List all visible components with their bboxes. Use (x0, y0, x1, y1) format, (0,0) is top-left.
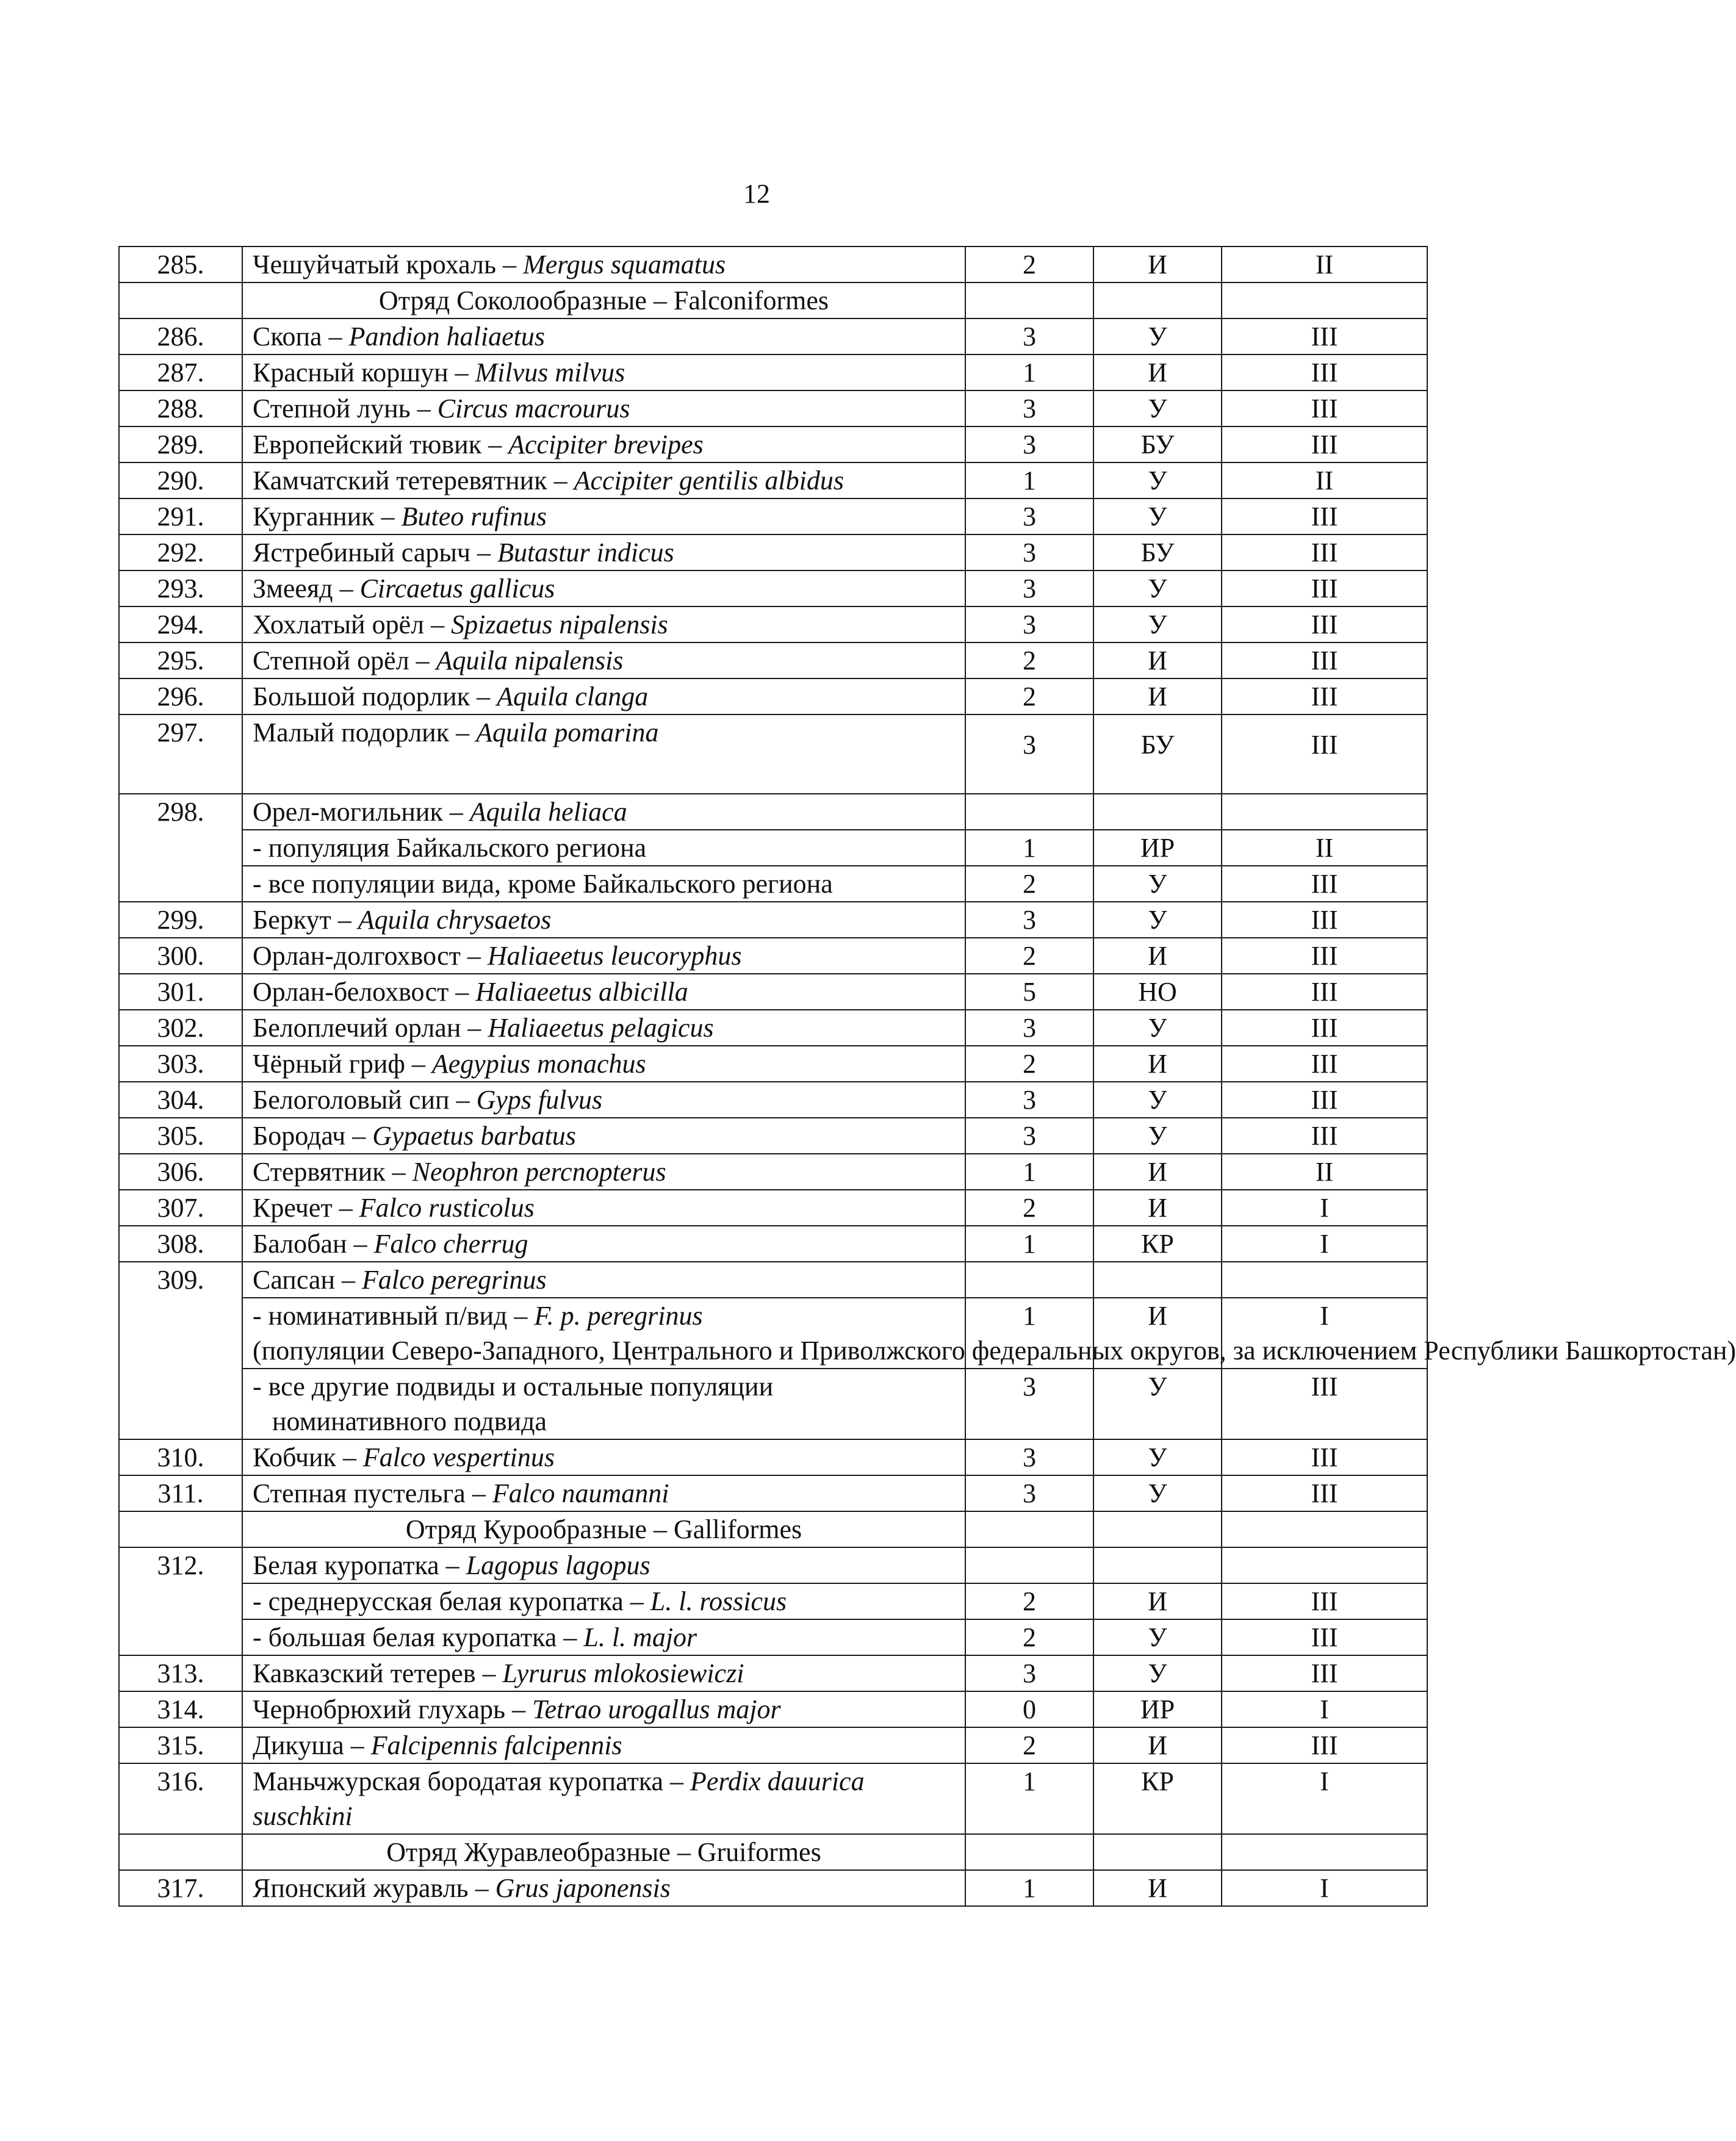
scientific-name: Falco cherrug (373, 1229, 528, 1259)
row-number: 298. (119, 794, 242, 902)
species-name: Чешуйчатый крохаль – Mergus squamatus (242, 246, 965, 282)
table-row (119, 1010, 1427, 1046)
row-number: 309. (119, 1262, 242, 1439)
category-cell: 3 (965, 714, 1093, 794)
row-number: 317. (119, 1870, 242, 1906)
priority-cell: III (1222, 1475, 1427, 1511)
priority-cell: I (1222, 1298, 1427, 1369)
scientific-name: Neophron percnopterus (412, 1157, 666, 1187)
status-cell: У (1093, 1439, 1222, 1475)
scientific-name: L. l. major (583, 1622, 697, 1652)
scientific-name: Tetrao urogallus major (532, 1694, 781, 1724)
category-cell: 2 (965, 1190, 1093, 1226)
status-cell: И (1093, 246, 1222, 282)
species-name: Дикуша – Falcipennis falcipennis (242, 1727, 965, 1763)
subpopulation-name: - все другие подвиды и остальные популяции номинативного подвида (242, 1369, 965, 1439)
species-name: Бородач – Gypaetus barbatus (242, 1118, 965, 1154)
status-cell: БУ (1093, 426, 1222, 462)
status-cell: У (1093, 1082, 1222, 1118)
category-cell: 3 (965, 606, 1093, 642)
species-name: Маньчжурская бородатая куропатка – Perdix dauurica suschkini (242, 1763, 965, 1834)
species-name: Змееяд – Circaetus gallicus (242, 570, 965, 606)
category-cell: 3 (965, 498, 1093, 534)
species-name: Ястребиный сарыч – Butastur indicus (242, 534, 965, 570)
species-name: Белоплечий орлан – Haliaeetus pelagicus (242, 1010, 965, 1046)
category-cell: 3 (965, 426, 1093, 462)
scientific-name: Aquila clanga (497, 682, 649, 711)
priority-cell: III (1222, 318, 1427, 354)
priority-cell: III (1222, 390, 1427, 426)
row-number: 315. (119, 1727, 242, 1763)
scientific-name: Gypaetus barbatus (372, 1121, 576, 1151)
row-number: 316. (119, 1763, 242, 1834)
status-cell: У (1093, 1655, 1222, 1691)
table-row (119, 1727, 1427, 1763)
scientific-name: Aquila nipalensis (436, 646, 624, 675)
priority-cell: III (1222, 938, 1427, 974)
priority-cell: I (1222, 1763, 1427, 1834)
scientific-name: Falco peregrinus (362, 1265, 547, 1295)
category-cell: 3 (965, 1369, 1093, 1439)
status-cell: И (1093, 1727, 1222, 1763)
status-cell: У (1093, 318, 1222, 354)
priority-cell: III (1222, 1727, 1427, 1763)
subpopulation-name: - все популяции вида, кроме Байкальского региона (242, 866, 965, 902)
scientific-name: Butastur indicus (497, 538, 674, 567)
category-cell: 3 (965, 902, 1093, 938)
order-row (119, 1834, 1427, 1870)
row-number: 297. (119, 714, 242, 794)
species-name: Европейский тювик – Accipiter brevipes (242, 426, 965, 462)
category-cell: 3 (965, 1439, 1093, 1475)
status-cell: КР (1093, 1226, 1222, 1262)
status-cell: У (1093, 866, 1222, 902)
row-number: 307. (119, 1190, 242, 1226)
status-cell: У (1093, 1475, 1222, 1511)
table-row (119, 1547, 1427, 1583)
table-row (119, 1082, 1427, 1118)
table-row (119, 1870, 1427, 1906)
scientific-name: Haliaeetus pelagicus (488, 1013, 714, 1043)
status-cell: У (1093, 390, 1222, 426)
scientific-name: Circus macrourus (437, 394, 630, 423)
scientific-name: Perdix dauurica (690, 1766, 865, 1796)
scientific-name: Haliaeetus leucoryphus (487, 941, 742, 971)
status-cell: И (1093, 1046, 1222, 1082)
category-cell: 3 (965, 1475, 1093, 1511)
table-row (119, 534, 1427, 570)
priority-cell: II (1222, 1154, 1427, 1190)
status-cell: И (1093, 1870, 1222, 1906)
species-name: Камчатский тетеревятник – Accipiter gentilis albidus (242, 462, 965, 498)
scientific-name: F. p. peregrinus (534, 1301, 703, 1331)
status-cell: У (1093, 1619, 1222, 1655)
table-row (119, 426, 1427, 462)
category-cell: 3 (965, 1082, 1093, 1118)
scientific-name: Spizaetus nipalensis (451, 610, 668, 639)
priority-cell: III (1222, 974, 1427, 1010)
category-cell: 1 (965, 1226, 1093, 1262)
table-row (119, 938, 1427, 974)
row-number: 285. (119, 246, 242, 282)
species-name: Белая куропатка – Lagopus lagopus (242, 1547, 965, 1583)
table-row (119, 318, 1427, 354)
species-name: Беркут – Aquila chrysaetos (242, 902, 965, 938)
scientific-name: Falcipennis falcipennis (370, 1730, 622, 1760)
row-number: 289. (119, 426, 242, 462)
species-name: Хохлатый орёл – Spizaetus nipalensis (242, 606, 965, 642)
priority-cell: III (1222, 1583, 1427, 1619)
subpopulation-note: (популяции Северо-Западного, Центрального и Приволжского федеральных округов, за исключением Республики Башкортостан) (253, 1336, 1736, 1366)
category-cell: 3 (965, 390, 1093, 426)
status-cell: И (1093, 938, 1222, 974)
status-cell: ИР (1093, 1691, 1222, 1727)
status-cell: И (1093, 1298, 1222, 1369)
category-cell: 1 (965, 1870, 1093, 1906)
table-row (119, 498, 1427, 534)
species-name: Орлан-белохвост – Haliaeetus albicilla (242, 974, 965, 1010)
species-name: Степной орёл – Aquila nipalensis (242, 642, 965, 678)
table-row (119, 794, 1427, 830)
category-cell: 1 (965, 354, 1093, 390)
subpopulation-note: номинативного подвида (272, 1406, 547, 1436)
category-cell: 2 (965, 678, 1093, 714)
order-row (119, 282, 1427, 318)
scientific-name: Lyrurus mlokosiewiczi (502, 1658, 744, 1688)
status-cell: У (1093, 570, 1222, 606)
row-number: 305. (119, 1118, 242, 1154)
status-cell: И (1093, 1583, 1222, 1619)
row-number: 295. (119, 642, 242, 678)
row-number: 306. (119, 1154, 242, 1190)
row-number: 287. (119, 354, 242, 390)
category-cell: 1 (965, 1763, 1093, 1834)
subpopulation-name: - большая белая куропатка – L. l. major (242, 1619, 965, 1655)
category-cell: 1 (965, 830, 1093, 866)
subpopulation-name: - среднерусская белая куропатка – L. l. rossicus (242, 1583, 965, 1619)
row-number: 312. (119, 1547, 242, 1655)
category-cell: 3 (965, 1118, 1093, 1154)
priority-cell: III (1222, 866, 1427, 902)
priority-cell: III (1222, 570, 1427, 606)
table-row (119, 974, 1427, 1010)
table-row (119, 390, 1427, 426)
priority-cell: I (1222, 1190, 1427, 1226)
subpopulation-name: - популяция Байкальского региона (242, 830, 965, 866)
priority-cell: III (1222, 1082, 1427, 1118)
status-cell: И (1093, 642, 1222, 678)
table-row (119, 1369, 1427, 1439)
category-cell: 2 (965, 642, 1093, 678)
table-row (119, 570, 1427, 606)
status-cell: БУ (1093, 534, 1222, 570)
priority-cell: III (1222, 354, 1427, 390)
priority-cell: II (1222, 830, 1427, 866)
priority-cell: III (1222, 426, 1427, 462)
scientific-name: Accipiter gentilis albidus (574, 466, 844, 495)
table-row (119, 606, 1427, 642)
species-name: Кавказский тетерев – Lyrurus mlokosiewiczi (242, 1655, 965, 1691)
table-row (119, 462, 1427, 498)
species-name: Скопа – Pandion haliaetus (242, 318, 965, 354)
row-number: 303. (119, 1046, 242, 1082)
scientific-name: Aquila pomarina (476, 718, 659, 747)
table-row (119, 1190, 1427, 1226)
table-row (119, 1262, 1427, 1298)
table-row (119, 1583, 1427, 1619)
scientific-name: Milvus milvus (475, 358, 625, 387)
priority-cell: III (1222, 1619, 1427, 1655)
row-number: 308. (119, 1226, 242, 1262)
page-number: 12 (743, 179, 770, 209)
subpopulation-name: - номинативный п/вид – F. p. peregrinus (популяции Северо-Западного, Центрального и Приволжского федеральных округов, за исключением Республики Башкортостан) (242, 1298, 965, 1369)
status-cell: И (1093, 1154, 1222, 1190)
row-number: 294. (119, 606, 242, 642)
row-number: 292. (119, 534, 242, 570)
species-name: Кречет – Falco rusticolus (242, 1190, 965, 1226)
category-cell: 2 (965, 1619, 1093, 1655)
row-number: 290. (119, 462, 242, 498)
order-row (119, 1511, 1427, 1547)
status-cell: У (1093, 1369, 1222, 1439)
category-cell: 1 (965, 1154, 1093, 1190)
table-row (119, 866, 1427, 902)
status-cell: И (1093, 678, 1222, 714)
scientific-name: Gyps fulvus (476, 1085, 603, 1115)
priority-cell: III (1222, 902, 1427, 938)
species-name: Орел-могильник – Aquila heliaca (242, 794, 965, 830)
scientific-name: Aegypius monachus (431, 1049, 646, 1079)
table-row (119, 1046, 1427, 1082)
row-number: 301. (119, 974, 242, 1010)
status-cell: И (1093, 354, 1222, 390)
status-cell: ИР (1093, 830, 1222, 866)
species-name: Чёрный гриф – Aegypius monachus (242, 1046, 965, 1082)
table-row (119, 1691, 1427, 1727)
status-cell: У (1093, 462, 1222, 498)
table-row (119, 354, 1427, 390)
priority-cell: III (1222, 1010, 1427, 1046)
category-cell: 3 (965, 318, 1093, 354)
scientific-name: Aquila heliaca (469, 797, 627, 827)
species-name: Белоголовый сип – Gyps fulvus (242, 1082, 965, 1118)
priority-cell: III (1222, 606, 1427, 642)
category-cell: 2 (965, 246, 1093, 282)
row-number: 302. (119, 1010, 242, 1046)
table-row (119, 678, 1427, 714)
scientific-name: Circaetus gallicus (359, 574, 555, 603)
scientific-name: Grus japonensis (495, 1873, 671, 1903)
scientific-name-cont: suschkini (253, 1801, 353, 1831)
priority-cell: III (1222, 534, 1427, 570)
table-row (119, 1475, 1427, 1511)
row-number: 296. (119, 678, 242, 714)
row-number: 293. (119, 570, 242, 606)
scientific-name: Mergus squamatus (523, 250, 726, 279)
species-name: Степной лунь – Circus macrourus (242, 390, 965, 426)
category-cell: 3 (965, 1010, 1093, 1046)
priority-cell: III (1222, 1655, 1427, 1691)
species-name: Японский журавль – Grus japonensis (242, 1870, 965, 1906)
order-heading: Отряд Соколообразные – Falconiformes (242, 282, 965, 318)
row-number: 311. (119, 1475, 242, 1511)
category-cell: 1 (965, 462, 1093, 498)
category-cell: 1 (965, 1298, 1093, 1369)
species-name: Чернобрюхий глухарь – Tetrao urogallus major (242, 1691, 965, 1727)
table-row (119, 1439, 1427, 1475)
priority-cell: III (1222, 642, 1427, 678)
row-number: 310. (119, 1439, 242, 1475)
priority-cell: III (1222, 678, 1427, 714)
scientific-name: Accipiter brevipes (508, 430, 704, 459)
species-name: Сапсан – Falco peregrinus (242, 1262, 965, 1298)
scientific-name: Falco vespertinus (362, 1442, 555, 1472)
table-row (119, 714, 1427, 794)
table-row (119, 1154, 1427, 1190)
status-cell: КР (1093, 1763, 1222, 1834)
status-cell: У (1093, 902, 1222, 938)
status-cell: У (1093, 498, 1222, 534)
table-row (119, 1298, 1427, 1369)
table-row (119, 902, 1427, 938)
species-name: Стервятник – Neophron percnopterus (242, 1154, 965, 1190)
category-cell: 2 (965, 938, 1093, 974)
category-cell: 2 (965, 866, 1093, 902)
row-number: 288. (119, 390, 242, 426)
priority-cell: I (1222, 1870, 1427, 1906)
status-cell: И (1093, 1190, 1222, 1226)
order-heading: Отряд Журавлеобразные – Gruiformes (242, 1834, 965, 1870)
table-row (119, 1655, 1427, 1691)
priority-cell: III (1222, 498, 1427, 534)
species-name: Степная пустельга – Falco naumanni (242, 1475, 965, 1511)
scientific-name: Falco naumanni (492, 1478, 669, 1508)
species-name: Красный коршун – Milvus milvus (242, 354, 965, 390)
species-name: Малый подорлик – Aquila pomarina (242, 714, 965, 794)
scientific-name: L. l. rossicus (650, 1586, 787, 1616)
category-cell: 2 (965, 1583, 1093, 1619)
priority-cell: III (1222, 1439, 1427, 1475)
species-name: Балобан – Falco cherrug (242, 1226, 965, 1262)
priority-cell: III (1222, 1046, 1427, 1082)
scientific-name: Falco rusticolus (359, 1193, 535, 1223)
category-cell: 5 (965, 974, 1093, 1010)
order-heading: Отряд Курообразные – Galliformes (242, 1511, 965, 1547)
priority-cell: III (1222, 1369, 1427, 1439)
status-cell: У (1093, 1010, 1222, 1046)
table-row (119, 1226, 1427, 1262)
table-row (119, 1619, 1427, 1655)
status-cell: У (1093, 1118, 1222, 1154)
row-number: 299. (119, 902, 242, 938)
scientific-name: Buteo rufinus (401, 502, 547, 531)
status-cell: НО (1093, 974, 1222, 1010)
table-row (119, 1763, 1427, 1834)
category-cell: 2 (965, 1046, 1093, 1082)
row-number: 286. (119, 318, 242, 354)
table-row (119, 830, 1427, 866)
priority-cell: I (1222, 1691, 1427, 1727)
scientific-name: Haliaeetus albicilla (475, 977, 688, 1007)
category-cell: 3 (965, 534, 1093, 570)
table-row (119, 1118, 1427, 1154)
row-number: 304. (119, 1082, 242, 1118)
row-number: 314. (119, 1691, 242, 1727)
species-name: Кобчик – Falco vespertinus (242, 1439, 965, 1475)
category-cell: 2 (965, 1727, 1093, 1763)
species-name: Орлан-долгохвост – Haliaeetus leucoryphus (242, 938, 965, 974)
priority-cell: II (1222, 246, 1427, 282)
category-cell: 0 (965, 1691, 1093, 1727)
scientific-name: Aquila chrysaetos (358, 905, 552, 935)
category-cell: 3 (965, 1655, 1093, 1691)
table-row (119, 642, 1427, 678)
priority-cell: II (1222, 462, 1427, 498)
row-number: 291. (119, 498, 242, 534)
species-name: Курганник – Buteo rufinus (242, 498, 965, 534)
species-name: Большой подорлик – Aquila clanga (242, 678, 965, 714)
priority-cell: III (1222, 1118, 1427, 1154)
priority-cell: III (1222, 714, 1427, 794)
status-cell: У (1093, 606, 1222, 642)
scientific-name: Pandion haliaetus (348, 322, 546, 351)
species-table (118, 246, 1736, 1907)
priority-cell: I (1222, 1226, 1427, 1262)
status-cell: БУ (1093, 714, 1222, 794)
row-number: 300. (119, 938, 242, 974)
table-row (119, 246, 1427, 282)
row-number: 313. (119, 1655, 242, 1691)
category-cell: 3 (965, 570, 1093, 606)
scientific-name: Lagopus lagopus (466, 1550, 650, 1580)
